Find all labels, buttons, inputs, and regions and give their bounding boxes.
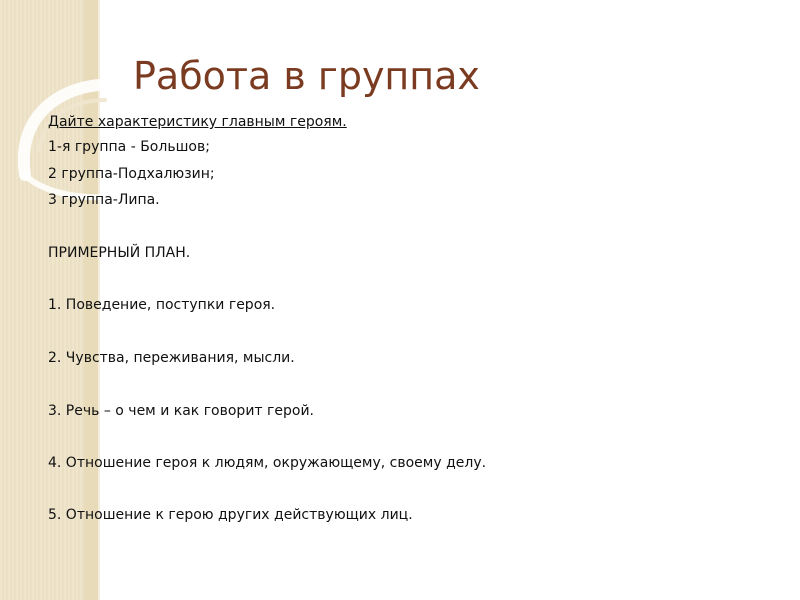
- group-2-text: 2 группа-Подхалюзин;: [48, 166, 215, 182]
- group-1-text: 1-я группа - Большов;: [48, 139, 210, 155]
- task-text: Дайте характеристику главным героям.: [48, 114, 347, 130]
- slide-title: Работа в группах: [133, 54, 480, 98]
- plan-item-4: 4. Отношение героя к людям, окружающему, своему делу.: [48, 455, 487, 471]
- plan-item-3: 3. Речь – о чем и как говорит герой.: [48, 403, 314, 419]
- group-3-text: 3 группа-Липа.: [48, 192, 160, 208]
- plan-item-2: 2. Чувства, переживания, мысли.: [48, 350, 295, 366]
- plan-item-5: 5. Отношение к герою других действующих лиц.: [48, 507, 413, 523]
- plan-heading: ПРИМЕРНЫЙ ПЛАН.: [48, 245, 191, 261]
- plan-item-1: 1. Поведение, поступки героя.: [48, 297, 276, 313]
